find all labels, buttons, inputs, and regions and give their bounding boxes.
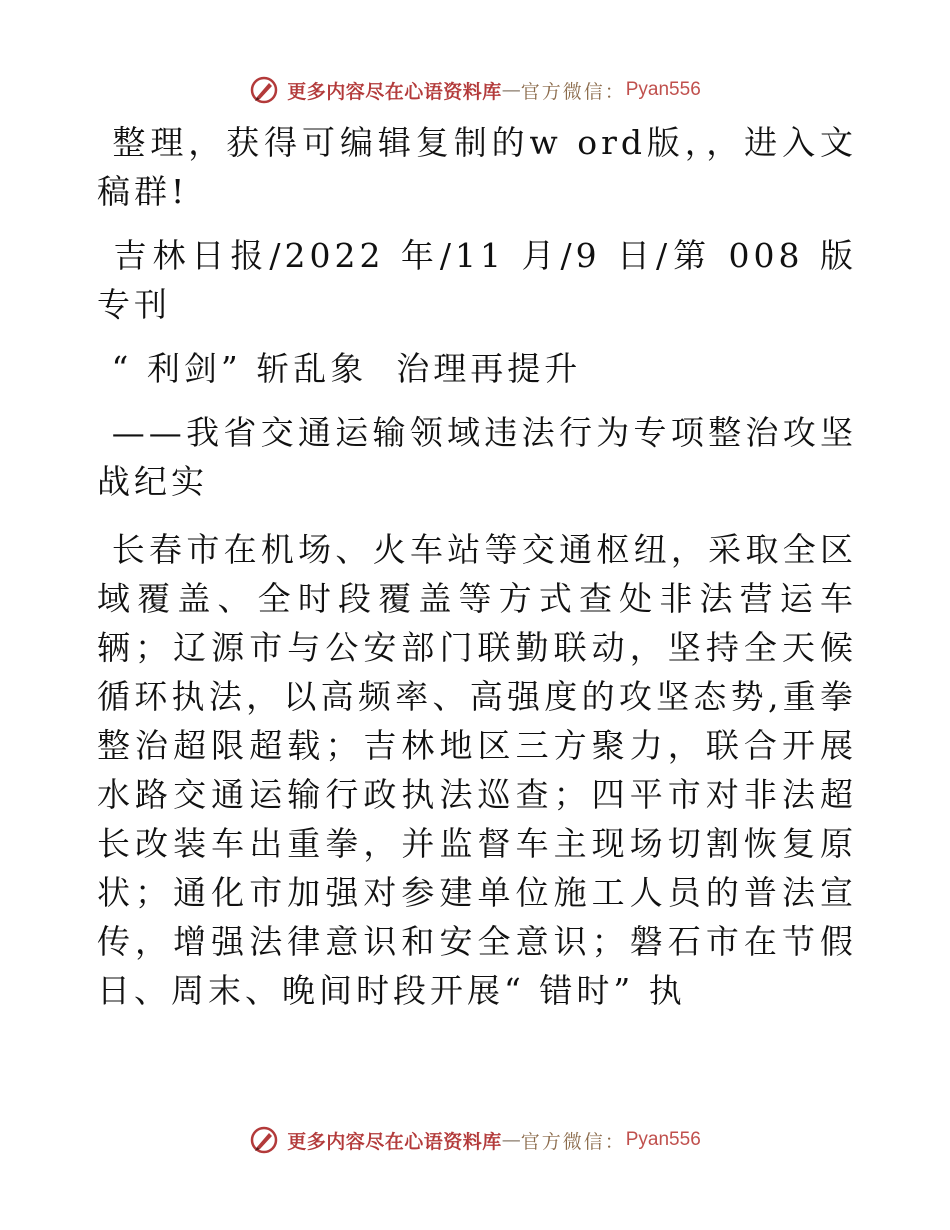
body-paragraph: 长春市在机场、火车站等交通枢纽，采取全区域覆盖、全时段覆盖等方式查处非法营运车辆；辽源市与公安部门联勤联动，坚持全天候循环执法，以高频率、高强度的攻坚态势,重拳整治超限超载；吉林地区三方聚力，联合开展水路交通运输行政执法巡查；四平市对非法超长改装车出重拳，并监督车主现场切割恢复原状；通化市加强对参建单位施工人员的普法宣传，增强法律意识和安全意识；磐石市在节假日、周末、晚间时段开展“ 错时” 执 (97, 530, 857, 1010)
banner-official-label: 官方微信： (520, 80, 626, 103)
banner-main-text: 更多内容尽在心语资料库 (287, 80, 502, 103)
banner-separator: — (501, 1129, 521, 1151)
banner-main-text: 更多内容尽在心语资料库 (287, 1130, 502, 1153)
header-watermark-banner (0, 70, 950, 110)
banner-wechat-id: Pyan556 (625, 79, 701, 100)
pen-logo-icon (249, 1125, 279, 1155)
banner-official-label: 官方微信： (520, 1130, 626, 1153)
article-subtitle: ——我省交通运输领域违法行为专项整治攻坚战纪实 (97, 413, 857, 501)
intro-paragraph: 整理，获得可编辑复制的w ord版，，进入文稿群! (97, 123, 857, 211)
source-line: 吉林日报/2022 年/11 月/9 日/第 008 版专刊 (97, 236, 857, 324)
pen-logo-icon (249, 75, 279, 105)
article-title: “ 利剑” 斩乱象 治理再提升 (97, 349, 582, 388)
banner-separator: — (501, 79, 521, 101)
banner-wechat-id: Pyan556 (625, 1129, 701, 1150)
document-body (97, 118, 857, 1015)
footer-watermark-banner (0, 1120, 950, 1160)
